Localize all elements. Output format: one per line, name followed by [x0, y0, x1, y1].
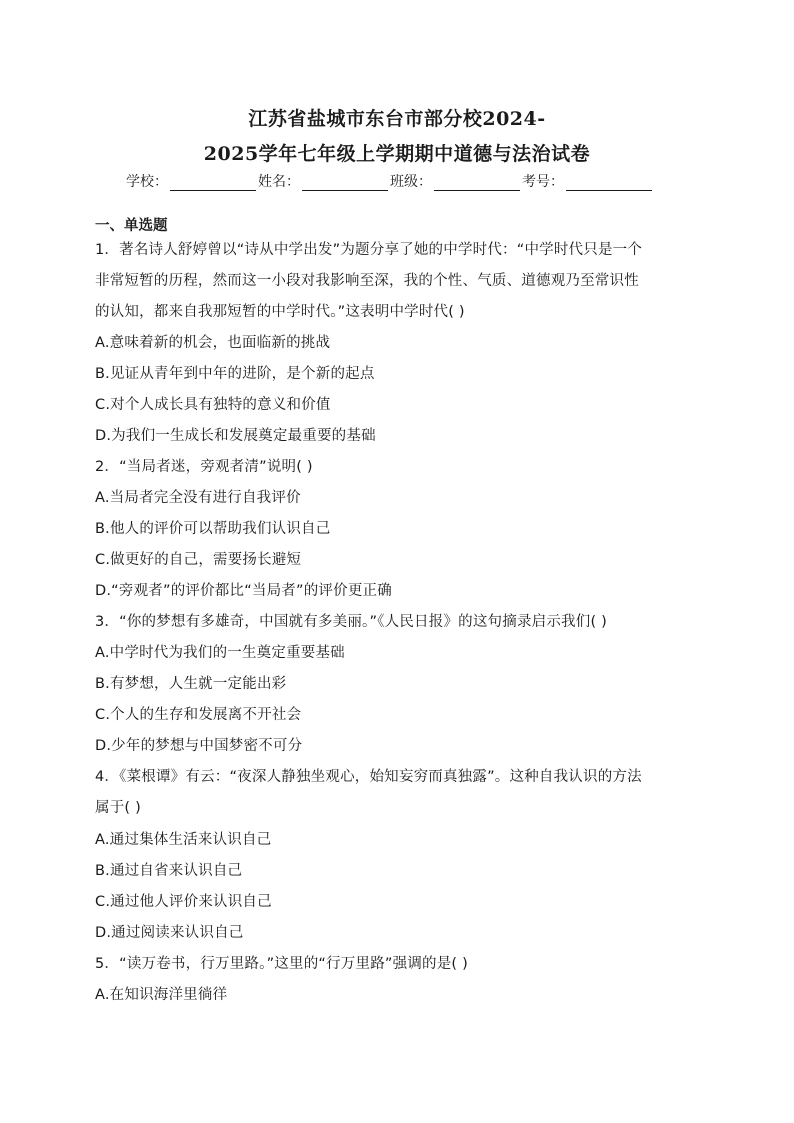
question-line: 5．“读万卷书，行万里路。”这里的“行万里路”强调的是( ): [95, 956, 468, 972]
section-title: 一、单选题: [95, 218, 168, 234]
option-line: B.他人的评价可以帮助我们认识自己: [95, 521, 331, 537]
option-line: C.对个人成长具有独特的意义和价值: [95, 397, 331, 413]
class-blank: [434, 174, 520, 191]
question-line: 2．“当局者迷，旁观者清”说明( ): [95, 459, 313, 475]
question-line: 属于( ): [95, 800, 141, 816]
option-line: D.少年的梦想与中国梦密不可分: [95, 738, 303, 754]
question-line: 1．著名诗人舒婷曾以“诗从中学出发”为题分享了她的中学时代：“中学时代只是一个: [95, 242, 643, 258]
option-line: A.通过集体生活来认识自己: [95, 832, 272, 848]
option-line: A.当局者完全没有进行自我评价: [95, 490, 301, 506]
student-info-row: [126, 171, 686, 191]
question-line: 3．“你的梦想有多雄奇，中国就有多美丽。”《人民日报》的这句摘录启示我们( ): [95, 614, 607, 630]
option-line: D.为我们一生成长和发展奠定最重要的基础: [95, 428, 376, 444]
option-line: D.通过阅读来认识自己: [95, 925, 244, 941]
exam-title-line-1: 江苏省盐城市东台市部分校2024-: [248, 108, 546, 130]
option-line: B.见证从青年到中年的进阶，是个新的起点: [95, 366, 375, 382]
option-line: C.个人的生存和发展离不开社会: [95, 707, 302, 723]
option-line: D.“旁观者”的评价都比“当局者”的评价更正确: [95, 583, 392, 599]
option-line: A.在知识海洋里徜徉: [95, 987, 228, 1003]
question-line: 4．《菜根谭》有云：“夜深人静独坐观心，始知妄穷而真独露”。这种自我认识的方法: [95, 769, 642, 785]
option-line: B.通过自省来认识自己: [95, 863, 243, 879]
exam-number-blank: [566, 174, 652, 191]
option-line: B.有梦想，人生就一定能出彩: [95, 676, 287, 692]
question-line: 的认知，都来自我那短暂的中学时代。”这表明中学时代( ): [95, 304, 465, 320]
name-blank: [302, 174, 388, 191]
option-line: A.中学时代为我们的一生奠定重要基础: [95, 645, 345, 661]
exam-number-label: 考号：: [522, 174, 564, 190]
name-label: 姓名：: [258, 174, 300, 190]
option-line: A.意味着新的机会，也面临新的挑战: [95, 335, 331, 351]
school-label: 学校：: [126, 174, 168, 190]
exam-title-line-2: 2025学年七年级上学期期中道德与法治试卷: [203, 143, 591, 165]
class-label: 班级：: [390, 174, 432, 190]
option-line: C.做更好的自己，需要扬长避短: [95, 552, 302, 568]
question-line: 非常短暂的历程，然而这一小段对我影响至深，我的个性、气质、道德观乃至常识性: [95, 273, 639, 289]
option-line: C.通过他人评价来认识自己: [95, 894, 272, 910]
school-blank: [170, 174, 256, 191]
